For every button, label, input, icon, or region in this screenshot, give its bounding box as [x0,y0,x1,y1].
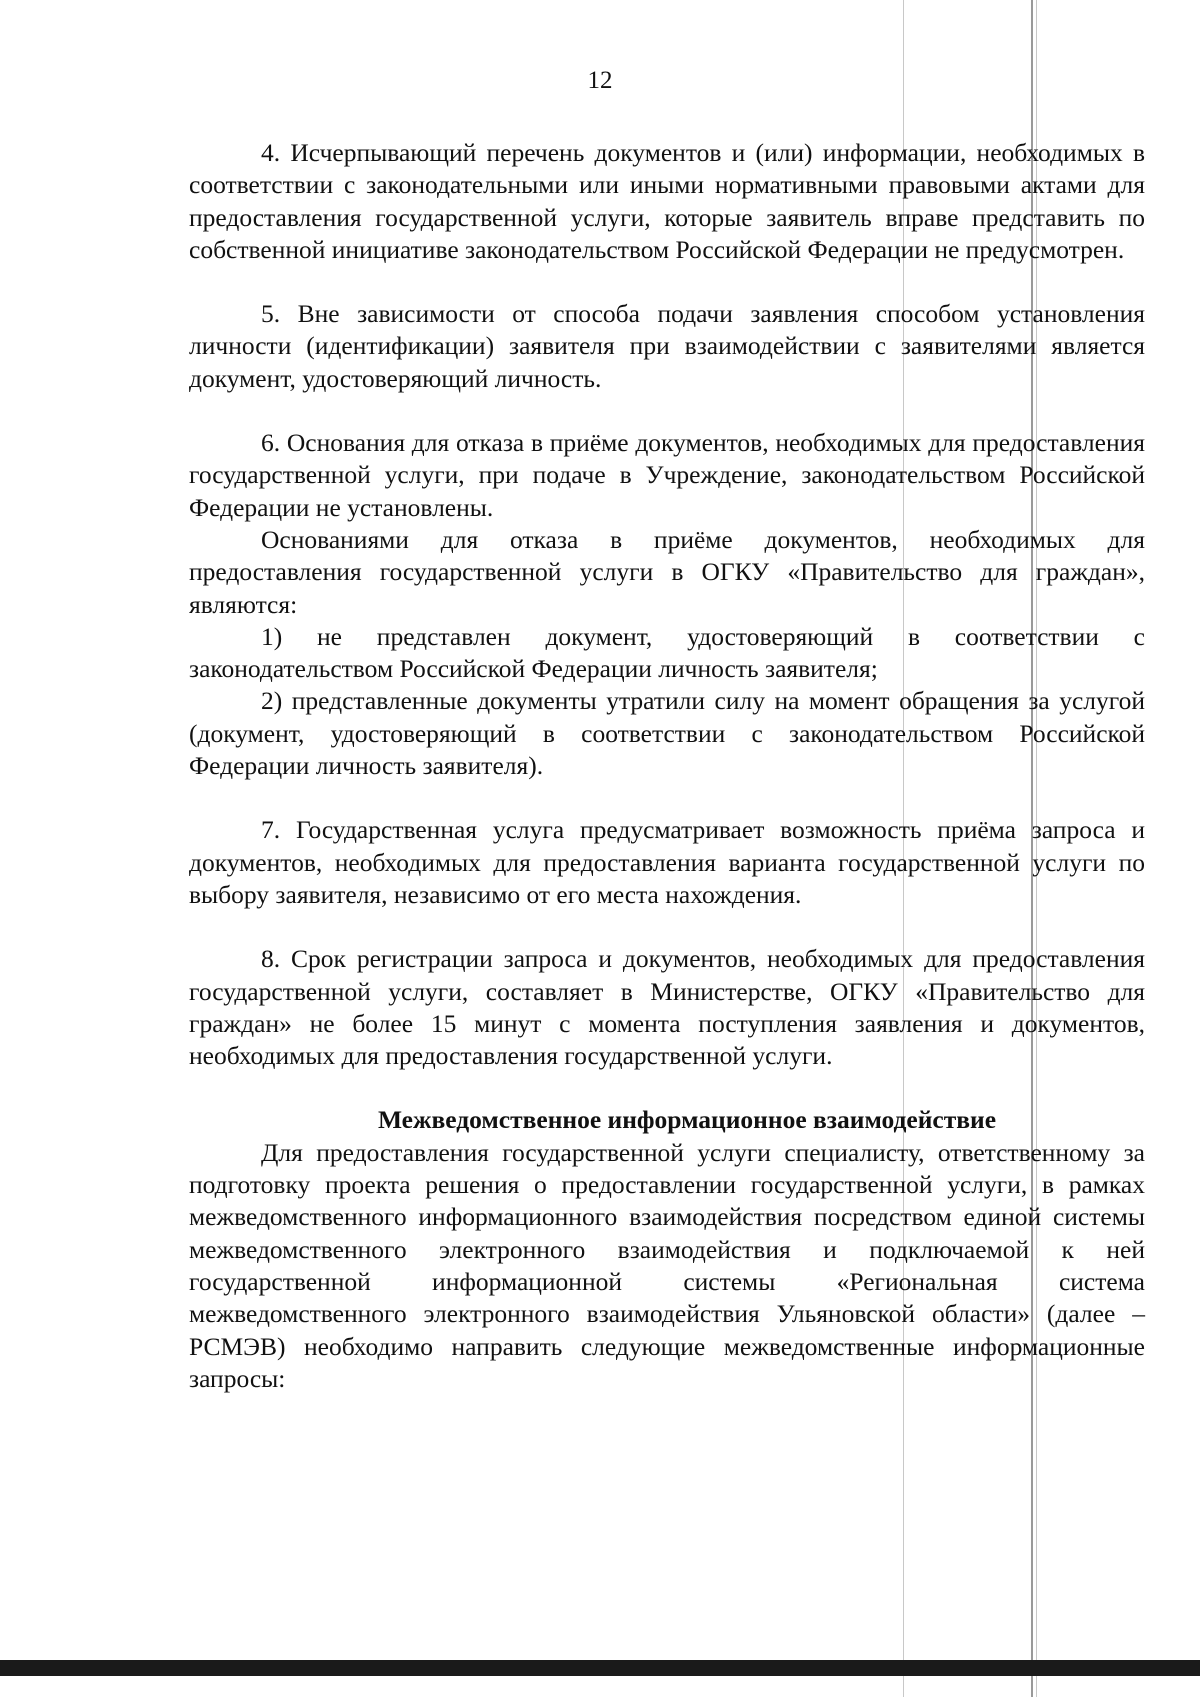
paragraph-refusal-grounds: Основаниями для отказа в приёме документов, необходимых для предоставления государственной услуги в ОГКУ «Правительство для граждан», являются: [189,524,1145,619]
paragraph-item-7: 7. Государственная услуга предусматривает возможность приёма запроса и документов, необходимых для предоставления варианта государственной услуги по выбору заявителя, независимо от его места нахождения. [189,815,1145,909]
paragraph-interagency: Для предоставления государственной услуги специалисту, ответственному за подготовку проекта решения о предоставлении государственной услуги, в рамках межведомственного информационного взаимодействия посредством единой системы межведомственного электронного взаимодействия и подключаемой к ней государственной информационной системы «Региональная система межведомственного электронного взаимодействия Ульяновской области» (далее – РСМЭВ) необходимо направить следующие межведомственные информационные запросы: [189,1137,1145,1393]
scan-bottom-border [0,1660,1200,1676]
paragraph-item-8: 8. Срок регистрации запроса и документов, необходимых для предоставления государственной услуги, составляет в Министерстве, ОГКУ «Правительство для граждан» не более 15 минут с момента поступления заявления и документов, необходимых для предоставления государственной услуги. [189,944,1145,1071]
paragraph-item-4: 4. Исчерпывающий перечень документов и (или) информации, необходимых в соответствии с законодательными или иными нормативными правовыми актами для предоставления государственной услуги, которые заявитель вправе представить по собственной инициативе законодательством Российской Федерации не предусмотрен. [189,138,1145,264]
list-item-1: 1) не представлен документ, удостоверяющий в соответствии с законодательством Российской Федерации личность заявителя; [189,621,1145,684]
paragraph-item-6: 6. Основания для отказа в приёме документов, необходимых для предоставления государственной услуги, при подаче в Учреждение, законодательством Российской Федерации не установлены. [189,428,1145,522]
document-body [189,137,1145,1395]
paragraph-item-5: 5. Вне зависимости от способа подачи заявления способом установления личности (идентификации) заявителя при взаимодействии с заявителями является документ, удостоверяющий личность. [189,299,1145,393]
list-item-2: 2) представленные документы утратили силу на момент обращения за услугой (документ, удостоверяющий в соответствии с законодательством Российской Федерации личность заявителя). [189,686,1145,781]
page-number: 12 [587,67,613,94]
section-heading: Межведомственное информационное взаимодействие [377,1105,997,1135]
